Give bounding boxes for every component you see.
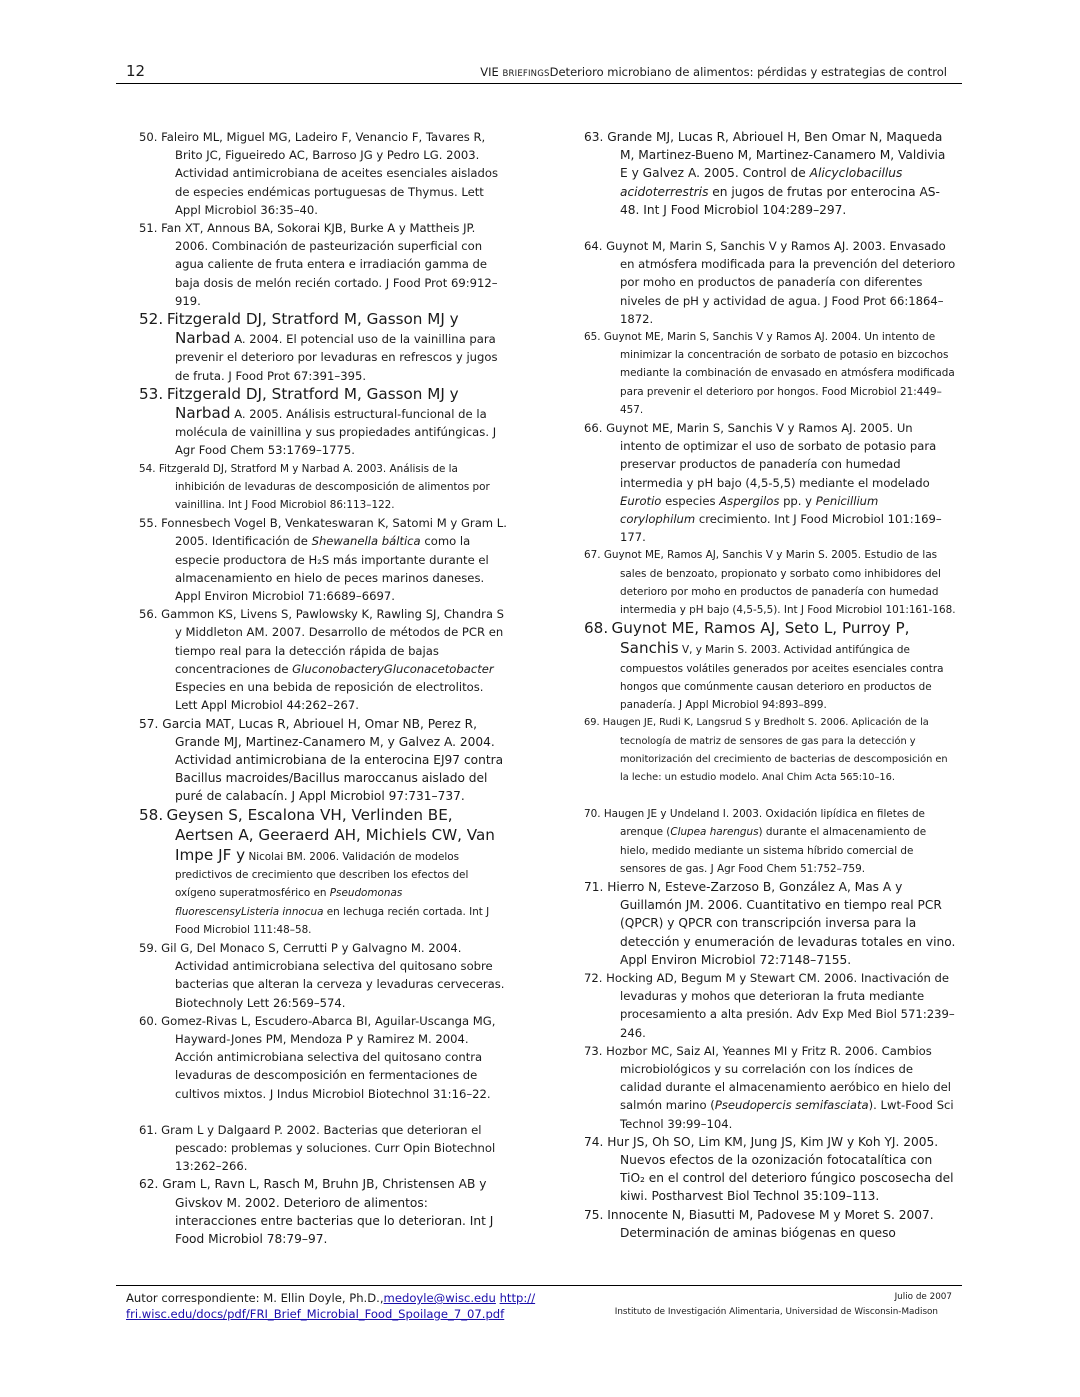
reference-51: 51. Fan XT, Annous BA, Sokorai KJB, Burke A y Mattheis JP. 2006. Combinación de pasteurización superficial con agua caliente de fruta entera e irradiación gamma de baja dosis de melón recién cortado. J Food Prot 69:912–919. — [139, 221, 498, 308]
reference-70: 70. Haugen JE y Undeland I. 2003. Oxidación lipídica en filetes de arenque (Clupea harengus) durante el almacenamiento de hielo, medido mediante un sistema híbrido comercial de sensores de gas. J Agr Food Chem 51:752–759. — [584, 808, 927, 875]
reference-52: 52. Fitzgerald DJ, Stratford M, Gasson MJ y Narbad A. 2004. El potencial uso de la vainillina para prevenir el deterioro por levaduras en refrescos y jugos de fruta. J Food Prot 67:391–395. — [139, 310, 498, 383]
reference-54: 54. Fitzgerald DJ, Stratford M y Narbad A. 2003. Análisis de la inhibición de levaduras de descomposición de alimentos por vainillina. Int J Food Microbiol 86:113–122. — [139, 462, 490, 512]
page-number: 12 — [126, 62, 146, 80]
header-rule — [116, 83, 962, 84]
author-email-link[interactable]: medoyle@wisc.edu — [383, 1291, 496, 1305]
reference-75: 75. Innocente N, Biasutti M, Padovese M y Moret S. 2007. Determinación de aminas biógenas en queso — [584, 1207, 934, 1240]
reference-65: 65. Guynot ME, Marin S, Sanchis V y Ramos AJ. 2004. Un intento de minimizar la concentración de sorbato de potasio en bizcochos mediante la combinación de envasado en atmósfera modificada para prevenir el deterioro por hongos. Food Microbiol 21:449–457. — [584, 331, 955, 416]
reference-60: 60. Gomez-Rivas L, Escudero-Abarca BI, Aguilar-Uscanga MG, Hayward-Jones PM, Mendoza P y Ramirez M. 2004. Acción antimicrobiana selectiva del quitosano contra levaduras de descomposición en fermentaciones de cultivos mixtos. J Indus Microbiol Biotechnol 31:16–22. — [139, 1013, 496, 1101]
reference-63: 63. Grande MJ, Lucas R, Abriouel H, Ben Omar N, Maqueda M, Martinez-Bueno M, Martinez-Canamero M, Valdivia E y Galvez A. 2005. Control de Alicyclobacillus acidoterrestris en jugos de frutas por enterocina AS-48. Int J Food Microbiol 104:289–297. — [584, 130, 946, 217]
reference-59: 59. Gil G, Del Monaco S, Cerrutti P y Galvagno M. 2004. Actividad antimicrobiana selectiva del quitosano sobre bacterias que alteran la cerveza y levaduras cerveceras. Biotechnoly Lett 26:569–574. — [139, 940, 505, 1010]
left-column — [139, 128, 509, 1248]
reference-64: 64. Guynot M, Marin S, Sanchis V y Ramos AJ. 2003. Envasado en atmósfera modificada para la prevención del deterioro por moho en productos de panadería con diferentes niveles de pH y actividad de agua. J Food Prot 66:1864–1872. — [584, 239, 956, 326]
running-head-title: Deterioro microbiano de alimentos: pérdidas y estrategias de control — [549, 65, 947, 79]
footer-author — [126, 1290, 535, 1322]
reference-73: 73. Hozbor MC, Saiz AI, Yeannes MI y Fritz R. 2006. Cambios microbiológicos y su correlación con los índices de calidad durante el almacenamiento aeróbico en hielo del salmón marino (Pseudopercis semifasciata). Lwt-Food Sci Technol 39:99–104. — [584, 1043, 954, 1131]
running-head-prefix: VIE — [480, 65, 503, 79]
reference-61: 61. Gram L y Dalgaard P. 2002. Bacterias que deterioran el pescado: problemas y soluciones. Curr Opin Biotechnol 13:262–266. — [139, 1122, 496, 1174]
reference-57: 57. Garcia MAT, Lucas R, Abriouel H, Omar NB, Perez R, Grande MJ, Martinez-Canamero M, y Galvez A. 2004. Actividad antimicrobiana de la enterocina EJ97 contra Bacillus macroides/Bacillus maroccanus aislado del puré de calabacín. J Appl Microbiol 97:731–737. — [139, 716, 504, 804]
running-head-smallcaps: BRIEFINGS — [502, 69, 550, 79]
reference-74: 74. Hur JS, Oh SO, Lim KM, Jung JS, Kim JW y Koh YJ. 2005. Nuevos efectos de la ozonización fotocatalítica con TiO₂ en el control del deterioro fúngico poscosecha del kiwi. Postharvest Biol Technol 35:109–113. — [584, 1134, 954, 1204]
reference-72: 72. Hocking AD, Begum M y Stewart CM. 2006. Inactivación de levaduras y mohos que deterioran la fruta mediante procesamiento a alta presión. Adv Exp Med Biol 571:239–246. — [584, 970, 955, 1040]
brief-url-link-part1[interactable]: http:// — [499, 1291, 536, 1305]
brief-url-link-part2[interactable]: fri.wisc.edu/docs/pdf/FRI_Brief_Microbial_Food_Spoilage_7_07.pdf — [126, 1307, 505, 1321]
reference-56: 56. Gammon KS, Livens S, Pawlowsky K, Rawling SJ, Chandra S y Middleton AM. 2007. Desarrollo de métodos de PCR en tiempo real para la detección rápida de bajas concentraciones de GluconobacteryGluconacetobacter Especies en una bebida de reposición de electrolitos. Lett Appl Microbiol 44:262–267. — [139, 607, 505, 713]
reference-62: 62. Gram L, Ravn L, Rasch M, Bruhn JB, Christensen AB y Givskov M. 2002. Deterioro de alimentos: interacciones entre bacterias que lo deterioran. Int J Food Microbiol 78:79–97. — [139, 1177, 494, 1246]
reference-66: 66. Guynot ME, Marin S, Sanchis V y Ramos AJ. 2005. Un intento de optimizar el uso de sorbato de potasio para preservar productos de panadería con humedad intermedia y pH bajo (4,5-5,5) mediante el modelado Eurotio especies Aspergilos pp. y Penicillium corylophilum crecimiento. Int J Food Microbiol 101:169–177. — [584, 421, 942, 545]
reference-50: 50. Faleiro ML, Miguel MG, Ladeiro F, Venancio F, Tavares R, Brito JC, Figueiredo AC, Barroso JG y Pedro LG. 2003. Actividad antimicrobiana de aceites esenciales aislados de especies endémicas portuguesas de Thymus. Lett Appl Microbiol 36:35–40. — [139, 130, 499, 217]
reference-58: 58. Geysen S, Escalona VH, Verlinden BE, Aertsen A, Geeraerd AH, Michiels CW, Van Impe JF y Nicolai BM. 2006. Validación de modelos predictivos de crecimiento que describen los efectos del oxígeno superatmosférico en Pseudomonas fluorescensyListeria innocua en lechuga recién cortada. Int J Food Microbiol 111:48–58. — [139, 805, 495, 936]
reference-71: 71. Hierro N, Esteve-Zarzoso B, González A, Mas A y Guillamón JM. 2006. Cuantitativo en tiempo real PCR (QPCR) y QPCR con transcripción inversa para la detección y enumeración de levaduras totales en vino. Appl Environ Microbiol 72:7148–7155. — [584, 879, 956, 967]
reference-67: 67. Guynot ME, Ramos AJ, Sanchis V y Marin S. 2005. Estudio de las sales de benzoato, propionato y sorbato como inhibidores del deterioro por moho en productos de panadería con humedad intermedia y pH bajo (4,5-5,5). Int J Food Microbiol 101:161-168. — [584, 549, 956, 617]
reference-53: 53. Fitzgerald DJ, Stratford M, Gasson MJ y Narbad A. 2005. Análisis estructural-funcional de la molécula de vainillina y sus propiedades antifúngicas. J Agr Food Chem 53:1769–1775. — [139, 384, 497, 458]
footer-author-label: Autor correspondiente: M. Ellin Doyle, Ph.D., — [126, 1291, 384, 1305]
running-head — [480, 65, 947, 79]
reference-68: 68. Guynot ME, Ramos AJ, Seto L, Purroy P, Sanchis V, y Marin S. 2003. Actividad antifúngica de compuestos volátiles generados por aceites esenciales contra hongos que comúnmente causan deterioro en productos de panadería. J Appl Microbiol 94:893–899. — [584, 619, 944, 712]
right-column — [584, 128, 956, 1242]
reference-69: 69. Haugen JE, Rudi K, Langsrud S y Bredholt S. 2006. Aplicación de la tecnología de matriz de sensores de gas para la detección y monitorización del crecimiento de bacterias de descomposición en la leche: un estudio modelo. Anal Chim Acta 565:10–16. — [584, 717, 948, 783]
footer-rule — [116, 1285, 962, 1286]
footer-institution: Instituto de Investigación Alimentaria, Universidad de Wisconsin-Madison — [614, 1307, 938, 1317]
reference-55: 55. Fonnesbech Vogel B, Venkateswaran K, Satomi M y Gram L. 2005. Identificación de Shewanella báltica como la especie productora de H₂S más importante durante el almacenamiento en hielo de peces marinos daneses. Appl Environ Microbiol 71:6689–6697. — [139, 516, 507, 604]
footer-date: Julio de 2007 — [894, 1292, 952, 1302]
